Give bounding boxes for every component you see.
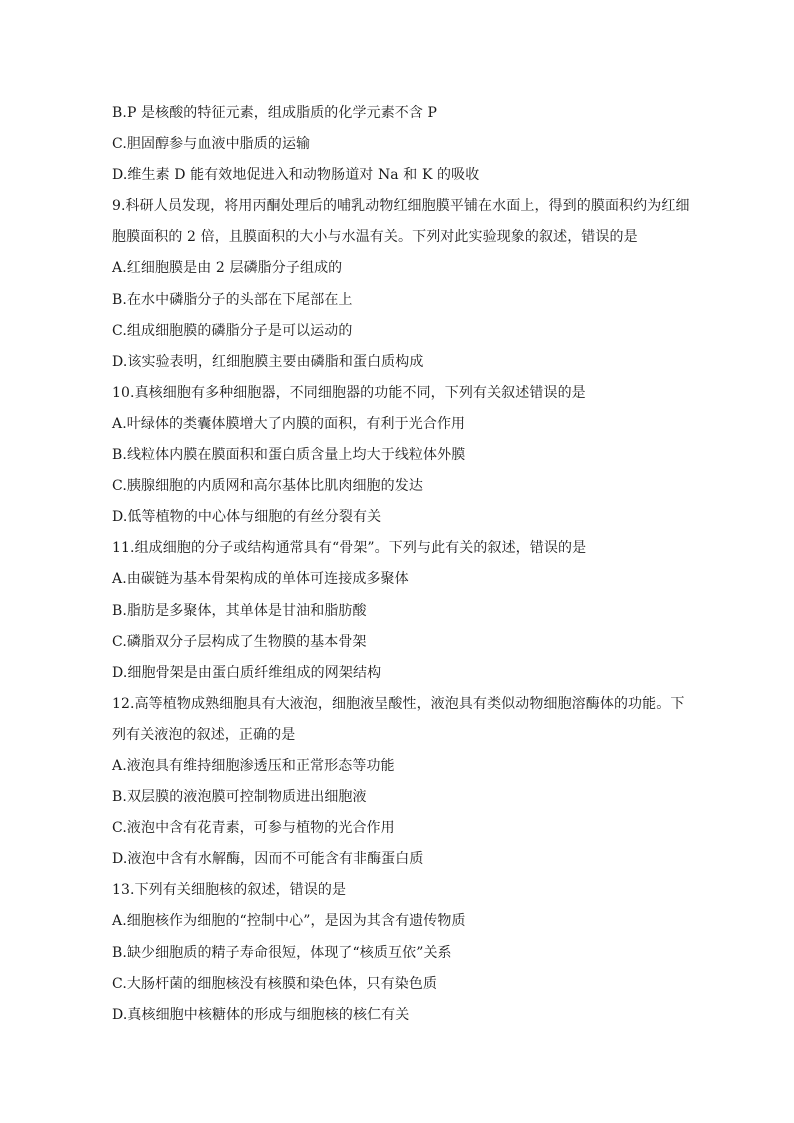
answer-option-line: C.组成细胞膜的磷脂分子是可以运动的 [112, 322, 353, 339]
answer-option-line: A.叶绿体的类囊体膜增大了内膜的面积，有利于光合作用 [112, 415, 466, 432]
question-stem-line: 列有关液泡的叙述，正确的是 [112, 726, 296, 743]
answer-option-line: D.真核细胞中核糖体的形成与细胞核的核仁有关 [112, 1006, 410, 1023]
answer-option-line: B.脂肪是多聚体，其单体是甘油和脂肪酸 [112, 602, 367, 619]
answer-option-line: B.缺少细胞质的精子寿命很短，体现了“核质互依”关系 [112, 944, 452, 961]
answer-option-line: A.由碳链为基本骨架构成的单体可连接成多聚体 [112, 571, 409, 588]
question-stem-line: 胞膜面积的 2 倍，且膜面积的大小与水温有关。下列对此实验现象的叙述，错误的是 [112, 229, 638, 246]
answer-option-line: C.大肠杆菌的细胞核没有核膜和染色体，只有染色质 [112, 975, 438, 992]
answer-option-line: B.线粒体内膜在膜面积和蛋白质含量上均大于线粒体外膜 [112, 447, 466, 464]
answer-option-line: D.液泡中含有水解酶，因而不可能含有非酶蛋白质 [112, 851, 424, 868]
answer-option-line: B.双层膜的液泡膜可控制物质进出细胞液 [112, 789, 367, 806]
answer-option-line: A.红细胞膜是由 2 层磷脂分子组成的 [112, 260, 343, 277]
answer-option-line: A.液泡具有维持细胞渗透压和正常形态等功能 [112, 757, 395, 774]
question-stem-line: 12.高等植物成熟细胞具有大液泡，细胞液呈酸性，液泡具有类似动物细胞溶酶体的功能。下 [112, 695, 685, 712]
question-stem-line: 11.组成细胞的分子或结构通常具有“骨架”。下列与此有关的叙述，错误的是 [112, 540, 587, 557]
answer-option-line: D.低等植物的中心体与细胞的有丝分裂有关 [112, 509, 382, 526]
answer-option-line: A.细胞核作为细胞的“控制中心”，是因为其含有遗传物质 [112, 913, 466, 930]
answer-option-line: B.在水中磷脂分子的头部在下尾部在上 [112, 291, 353, 308]
answer-option-line: B.P 是核酸的特征元素，组成脂质的化学元素不含 P [112, 105, 438, 121]
answer-option-line: C.液泡中含有花青素，可参与植物的光合作用 [112, 820, 395, 837]
document-body [112, 98, 690, 1031]
answer-option-line: C.磷脂双分子层构成了生物膜的基本骨架 [112, 633, 367, 650]
question-stem-line: 9.科研人员发现，将用丙酮处理后的哺乳动物红细胞膜平铺在水面上，得到的膜面积约为红细 [112, 198, 690, 215]
answer-option-line: D.维生素 D 能有效地促进入和动物肠道对 Na 和 K 的吸收 [112, 167, 480, 184]
answer-option-line: D.细胞骨架是由蛋白质纤维组成的网架结构 [112, 664, 382, 681]
answer-option-line: C.胆固醇参与血液中脂质的运输 [112, 136, 311, 153]
answer-option-line: D.该实验表明，红细胞膜主要由磷脂和蛋白质构成 [112, 353, 424, 370]
answer-option-line: C.胰腺细胞的内质网和高尔基体比肌肉细胞的发达 [112, 478, 423, 495]
question-stem-line: 13.下列有关细胞核的叙述，错误的是 [112, 882, 347, 899]
question-stem-line: 10.真核细胞有多种细胞器，不同细胞器的功能不同，下列有关叙述错误的是 [112, 384, 586, 401]
